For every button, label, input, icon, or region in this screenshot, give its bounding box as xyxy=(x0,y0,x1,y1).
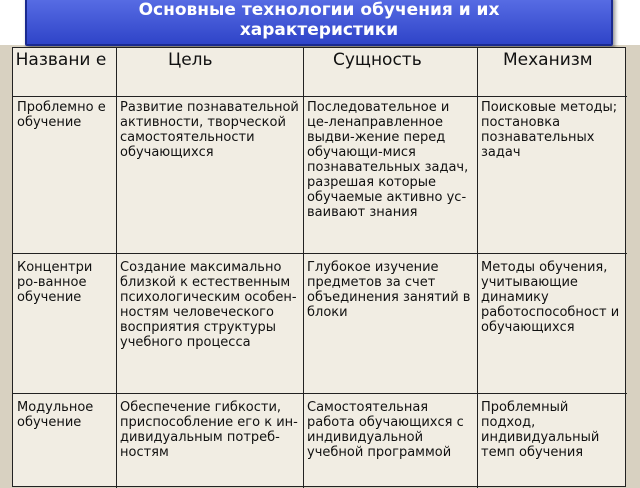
cell-essence: Самостоятельная работа обучающихся с индивидуальной учебной программой xyxy=(307,400,464,460)
header-name: Названи е xyxy=(15,50,107,70)
cell-essence: Последовательное и це-ленаправленное выдви-жение перед обучающи-мися познавательных задач, разрешая которые обучаемые активно ус-ваивают знания xyxy=(307,100,469,220)
row-divider xyxy=(13,96,627,97)
header-essence: Сущность xyxy=(333,50,422,70)
column-divider xyxy=(116,48,117,488)
cell-mechanism: Проблемный подход, индивидуальный темп обучения xyxy=(481,400,600,460)
cell-goal: Обеспечение гибкости, приспособление его к ин-дивидуальным потреб-ностям xyxy=(120,400,298,460)
cell-goal: Создание максимально близкой к естественным психологическим особен-ностям человеческого восприятия структуры учебного процесса xyxy=(120,260,297,350)
cell-mechanism: Методы обучения, учитывающие динамику работоспособност и обучающихся xyxy=(481,260,620,335)
slide-title-banner xyxy=(25,0,613,46)
cell-name: Модульное обучение xyxy=(17,400,94,430)
technologies-table xyxy=(12,47,626,487)
cell-mechanism: Поисковые методы; постановка познавательных задач xyxy=(481,100,618,160)
row-divider xyxy=(13,393,627,394)
header-mechanism: Механизм xyxy=(503,50,593,70)
cell-goal: Развитие познавательной активности, творческой самостоятельности обучающихся xyxy=(120,100,299,160)
cell-essence: Глубокое изучение предметов за счет объединения занятий в блоки xyxy=(307,260,471,320)
row-divider xyxy=(13,253,627,254)
header-goal: Цель xyxy=(168,50,213,70)
slide-title-line-1: Основные технологии обучения и их xyxy=(138,0,500,20)
column-divider xyxy=(477,48,478,488)
cell-name: Концентри ро-ванное обучение xyxy=(17,260,93,305)
cell-name: Проблемно е обучение xyxy=(17,100,106,130)
slide-title-line-2: характеристики xyxy=(239,20,399,40)
column-divider xyxy=(303,48,304,488)
